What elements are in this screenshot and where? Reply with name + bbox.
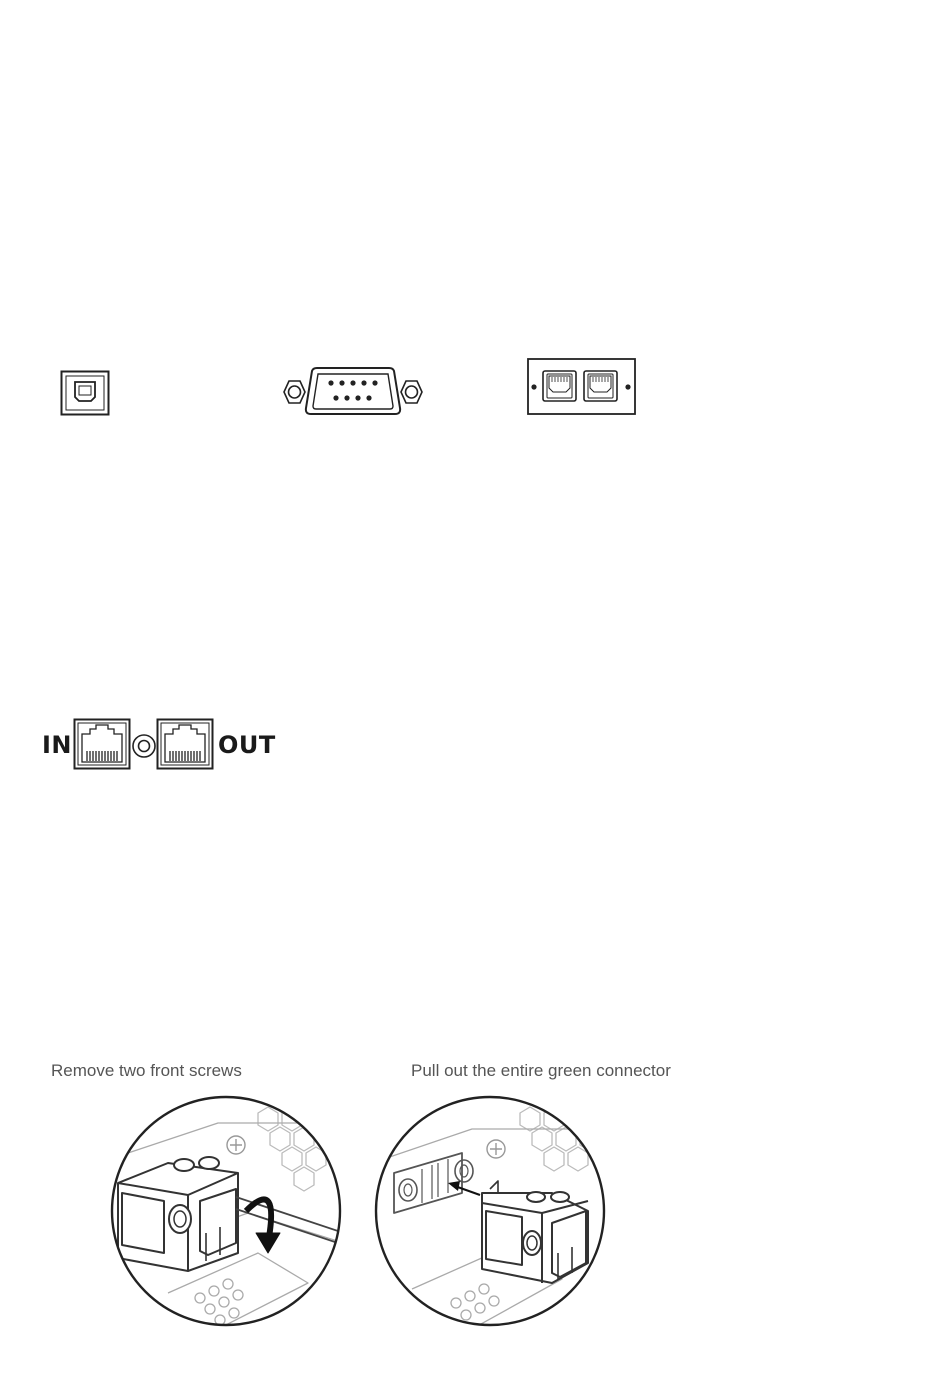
rj45-in-port-icon	[73, 718, 131, 772]
rj45-panel	[42, 718, 282, 774]
out-label: OUT	[218, 731, 276, 759]
remove-screws-illustration	[108, 1093, 344, 1329]
in-label: IN	[42, 731, 73, 759]
dual-rj11-port-icon	[527, 358, 637, 416]
pull-connector-illustration	[372, 1093, 608, 1329]
step-1-caption: Remove two front screws	[51, 1061, 242, 1080]
rj45-out-port-icon	[156, 718, 214, 772]
screw-icon	[131, 733, 157, 759]
db9-serial-port-icon	[280, 364, 430, 420]
step-2-caption: Pull out the entire green connector	[411, 1061, 671, 1080]
usb-b-port-icon	[60, 370, 110, 416]
